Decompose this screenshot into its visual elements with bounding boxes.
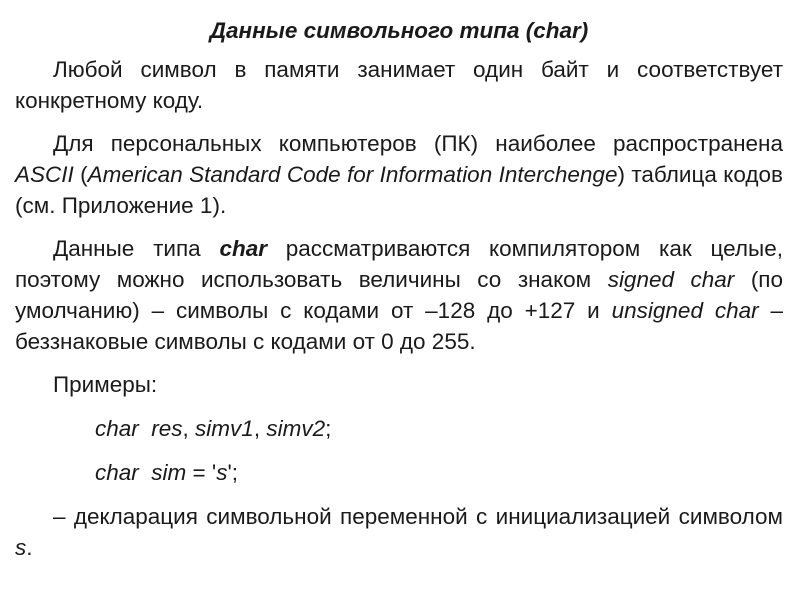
unsigned-char-term: unsigned char (611, 298, 759, 323)
char-text-2: рассматриваются компилятором как целые, поэтому можно использовать величины со знаком (15, 236, 783, 292)
char-text-1: Данные типа (53, 236, 220, 261)
code-example-1 (15, 413, 783, 444)
paragraph-char-type (15, 233, 783, 357)
code2-value: s (216, 460, 228, 485)
char-keyword: char (219, 236, 267, 261)
char-text-4: – беззнаковые символы с кодами от 0 до 255. (15, 298, 783, 354)
paragraph-ascii (15, 128, 783, 221)
ascii-text-1: Для персональных компьютеров (ПК) наиболее распространена (53, 131, 783, 156)
decl-text-2: . (26, 535, 33, 560)
code1-decl: char res (95, 416, 183, 441)
ascii-text-2: ( (73, 162, 88, 187)
decl-symbol: s (15, 535, 27, 560)
ascii-abbrev: ASCII (15, 162, 74, 187)
code2-decl: char sim (95, 460, 187, 485)
code-example-2 (15, 457, 783, 488)
ascii-full-name: American Standard Code for Information Interchenge (87, 162, 618, 187)
code1-comma-2: , (253, 416, 267, 441)
page-title: Данные символьного типа (char) (209, 18, 589, 43)
code1-semicolon: ; (325, 416, 332, 441)
code1-var-2: simv2 (266, 416, 326, 441)
code1-comma-1: , (182, 416, 196, 441)
examples-label: Примеры: (53, 372, 158, 397)
paragraph-declaration (15, 501, 783, 563)
signed-char-term: signed char (607, 267, 735, 292)
code2-assign: = ' (186, 460, 217, 485)
decl-text-1: – декларация символьной переменной с инициализацией символом (53, 504, 783, 529)
code2-end: '; (227, 460, 239, 485)
code1-var-1: simv1 (195, 416, 254, 441)
ascii-text-3: ) таблица кодов (см. Приложение 1). (15, 162, 783, 218)
paragraph-symbol-memory: Любой символ в памяти занимает один байт и соответствует конкретному коду. (15, 57, 783, 113)
char-text-3: (по умолчанию) – символы с кодами от –128 до +127 и (15, 267, 784, 323)
